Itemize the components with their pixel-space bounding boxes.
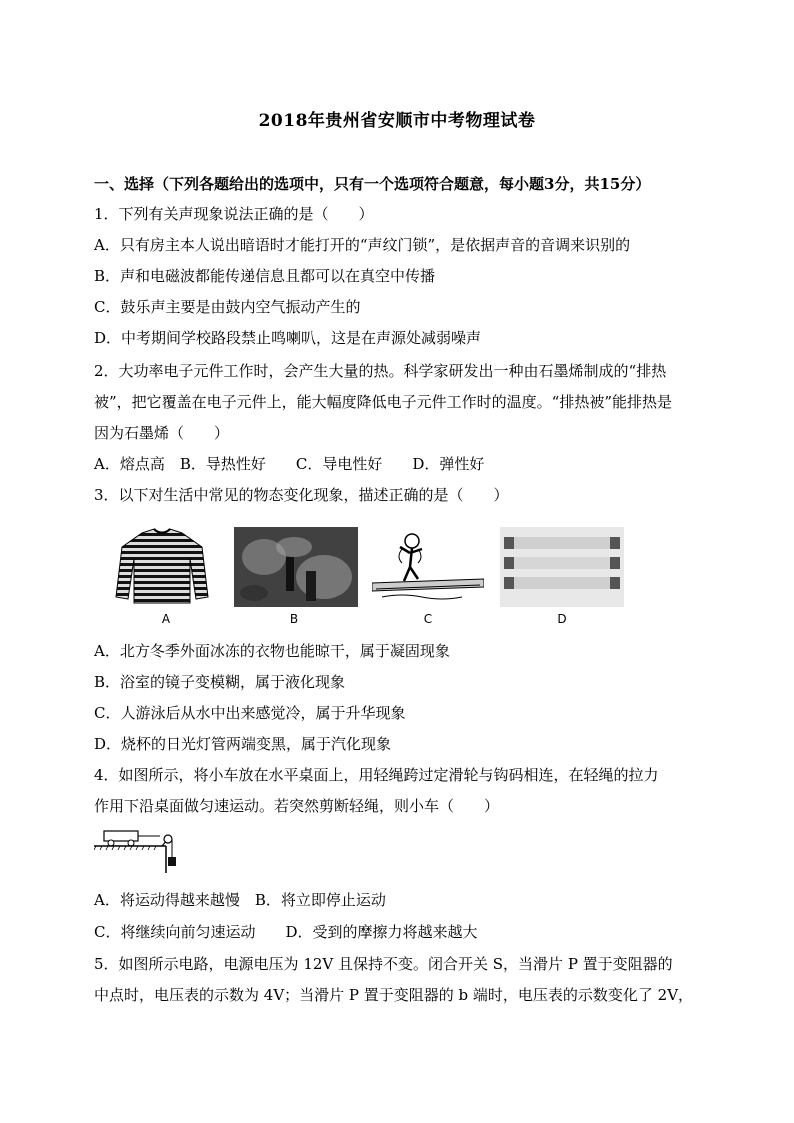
question-3-option-c: C．人游泳后从水中出来感觉冷，属于升华现象	[94, 704, 406, 722]
question-4-line-1: 4．如图所示，将小车放在水平桌面上，用轻绳跨过定滑轮与钩码相连，在轻绳的拉力	[94, 766, 659, 784]
section-heading: 一、选择（下列各题给出的选项中，只有一个选项符合题意，每小题3分，共15分）	[94, 175, 651, 193]
question-1-stem: 1．下列有关声现象说法正确的是（ ）	[94, 205, 374, 223]
cart-pulley-diagram	[94, 827, 194, 875]
question-5-line-1: 5．如图所示电路，电源电压为 12V 且保持不变。闭合开关 S，当滑片 P 置于变阻器的	[94, 955, 673, 973]
question-4-options-ab: A．将运动得越来越慢 B．将立即停止运动	[94, 891, 386, 909]
question-3-figures	[100, 527, 660, 627]
question-3-option-b: B．浴室的镜子变模糊，属于液化现象	[94, 673, 346, 691]
figure-caption-b: B	[289, 612, 299, 626]
question-3-option-a: A．北方冬季外面冰冻的衣物也能晾干，属于凝固现象	[94, 642, 450, 660]
question-3-option-d: D．烧杯的日光灯管两端变黑，属于汽化现象	[94, 735, 392, 753]
swimmer-image	[372, 527, 484, 607]
figure-caption-c: C	[423, 612, 433, 626]
question-1-option-a: A．只有房主本人说出暗语时才能打开的“声纹门锁”，是依据声音的音调来识别的	[94, 236, 631, 254]
question-2-line-2: 被”，把它覆盖在电子元件上，能大幅度降低电子元件工作时的温度。“排热被”能排热是	[94, 393, 673, 411]
question-2-options: A．熔点高 B．导热性好 C．导电性好 D．弹性好	[94, 455, 485, 473]
question-5-line-2: 中点时，电压表的示数为 4V；当滑片 P 置于变阻器的 b 端时，电压表的示数变化了 2V，	[94, 986, 694, 1004]
foggy-mirror-image	[234, 527, 358, 607]
question-1-option-c: C．鼓乐声主要是由鼓内空气振动产生的	[94, 298, 361, 316]
fluorescent-tubes-image	[500, 527, 624, 607]
figure-caption-d: D	[557, 612, 567, 626]
question-1-option-d: D．中考期间学校路段禁止鸣喇叭，这是在声源处减弱噪声	[94, 329, 482, 347]
question-2-line-1: 2．大功率电子元件工作时，会产生大量的热。科学家研发出一种由石墨烯制成的“排热	[94, 362, 667, 380]
page-title: 2018年贵州省安顺市中考物理试卷	[258, 111, 536, 131]
question-4-line-2: 作用下沿桌面做匀速运动。若突然剪断轻绳，则小车（ ）	[94, 797, 500, 815]
figure-caption-a: A	[161, 612, 171, 626]
question-1-option-b: B．声和电磁波都能传递信息且都可以在真空中传播	[94, 267, 436, 285]
question-2-line-3: 因为石墨烯（ ）	[94, 424, 230, 442]
question-3-stem: 3．以下对生活中常见的物态变化现象，描述正确的是（ ）	[94, 486, 509, 504]
sweater-image	[112, 527, 212, 607]
question-4-options-cd: C．将继续向前匀速运动 D．受到的摩擦力将越来越大	[94, 923, 478, 941]
